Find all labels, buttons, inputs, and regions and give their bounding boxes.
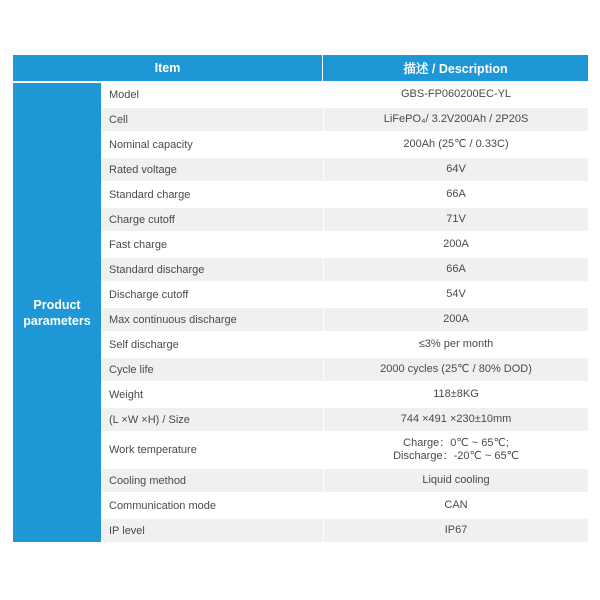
param-value-discharge-cutoff: 54V: [323, 281, 588, 306]
param-name-nominal-capacity: Nominal capacity: [101, 131, 323, 156]
param-name-ip-level: IP level: [101, 517, 323, 542]
header-description: 描述 / Description: [323, 55, 588, 81]
param-name-cycle-life: Cycle life: [101, 356, 323, 381]
group-label-line2: parameters: [23, 313, 91, 328]
param-value-size: 744 ×491 ×230±10mm: [323, 406, 588, 431]
param-value-max-continuous-discharge: 200A: [323, 306, 588, 331]
work-temperature-charge: Charge：0℃ ~ 65℃;: [403, 437, 509, 449]
param-value-cell: LiFePO₄/ 3.2V200Ah / 2P20S: [323, 106, 588, 131]
param-name-cell: Cell: [101, 106, 323, 131]
param-value-ip-level: IP67: [323, 517, 588, 542]
header-item: Item: [13, 55, 323, 81]
param-name-communication-mode: Communication mode: [101, 492, 323, 517]
group-label-line1: Product: [33, 297, 81, 312]
param-value-cycle-life: 2000 cycles (25℃ / 80% DOD): [323, 356, 588, 381]
param-value-self-discharge: ≤3% per month: [323, 331, 588, 356]
param-value-work-temperature: [323, 431, 588, 467]
param-value-cooling-method: Liquid cooling: [323, 467, 588, 492]
param-name-self-discharge: Self discharge: [101, 331, 323, 356]
param-value-fast-charge: 200A: [323, 231, 588, 256]
param-name-size: (L ×W ×H) / Size: [101, 406, 323, 431]
table-row: [13, 81, 588, 106]
param-value-standard-discharge: 66A: [323, 256, 588, 281]
work-temperature-discharge: Discharge：-20℃ ~ 65℃: [393, 450, 519, 462]
param-value-charge-cutoff: 71V: [323, 206, 588, 231]
param-name-weight: Weight: [101, 381, 323, 406]
param-name-model: Model: [101, 81, 323, 106]
param-value-model: GBS-FP060200EC-YL: [323, 81, 588, 106]
param-name-max-continuous-discharge: Max continuous discharge: [101, 306, 323, 331]
param-value-communication-mode: CAN: [323, 492, 588, 517]
param-name-standard-charge: Standard charge: [101, 181, 323, 206]
param-value-standard-charge: 66A: [323, 181, 588, 206]
table-header-row: [13, 55, 588, 81]
param-name-standard-discharge: Standard discharge: [101, 256, 323, 281]
param-name-fast-charge: Fast charge: [101, 231, 323, 256]
group-label-product-parameters: [13, 81, 101, 542]
param-name-discharge-cutoff: Discharge cutoff: [101, 281, 323, 306]
param-value-weight: 118±8KG: [323, 381, 588, 406]
param-name-cooling-method: Cooling method: [101, 467, 323, 492]
param-name-charge-cutoff: Charge cutoff: [101, 206, 323, 231]
param-name-rated-voltage: Rated voltage: [101, 156, 323, 181]
product-parameters-table: [13, 55, 588, 542]
param-value-nominal-capacity: 200Ah (25℃ / 0.33C): [323, 131, 588, 156]
param-name-work-temperature: Work temperature: [101, 431, 323, 467]
param-value-rated-voltage: 64V: [323, 156, 588, 181]
